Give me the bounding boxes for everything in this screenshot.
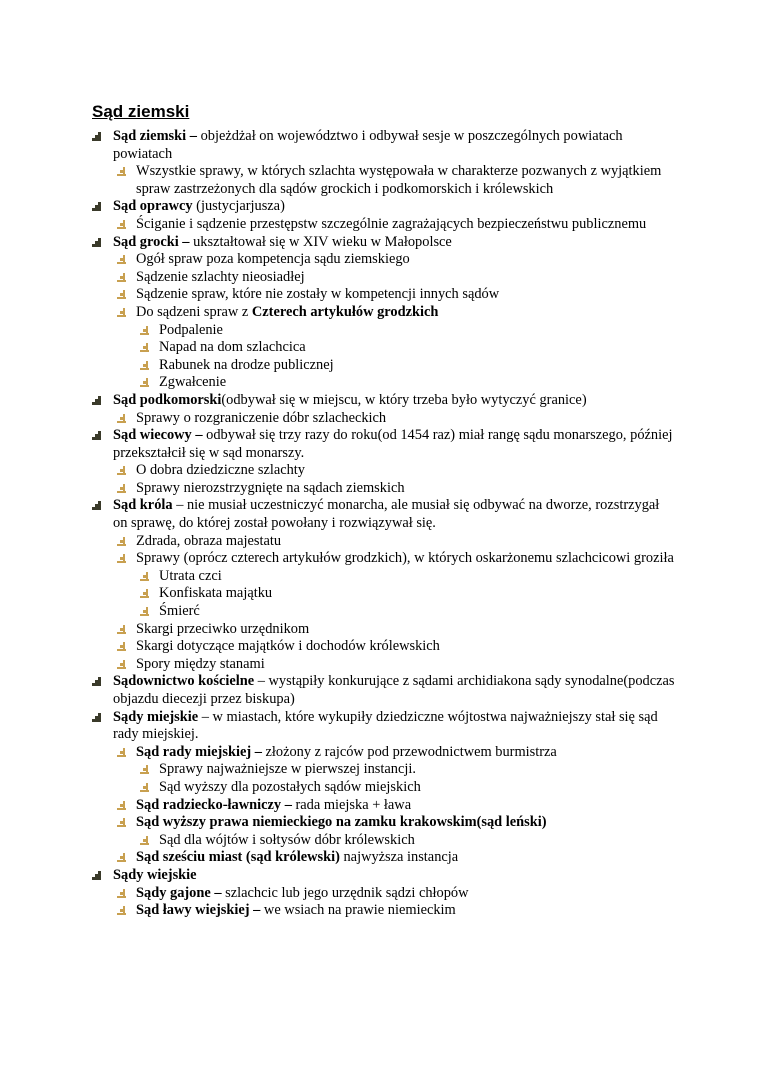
item-text: – w miastach, które wykupiły dziedziczne wójtostwa najważniejszy stał się sąd rady miejskiej. xyxy=(113,708,658,743)
outline-item-level-3 xyxy=(0,832,760,850)
corner-bullet-icon xyxy=(139,588,150,599)
outline-item-level-2 xyxy=(0,251,760,269)
item-bold-term: Czterech artykułów grodzkich xyxy=(251,303,439,320)
corner-bullet-icon xyxy=(116,413,127,424)
item-text: Podpalenie xyxy=(159,321,223,338)
corner-bullet-icon xyxy=(91,712,102,723)
corner-bullet-icon xyxy=(91,676,102,687)
corner-bullet-icon xyxy=(116,800,127,811)
corner-bullet-icon xyxy=(139,325,150,336)
item-text: Sprawy nierozstrzygnięte na sądach ziemskich xyxy=(136,479,405,496)
outline-item-level-2 xyxy=(0,480,760,498)
item-text: Zdrada, obraza majestatu xyxy=(136,532,282,549)
outline-item-level-1 xyxy=(0,497,760,532)
corner-bullet-icon xyxy=(91,500,102,511)
corner-bullet-icon xyxy=(116,536,127,547)
item-text: Do sądzeni spraw z xyxy=(136,303,252,320)
item-bold-term: Sąd podkomorski xyxy=(113,391,222,408)
outline-item-level-2 xyxy=(0,163,760,198)
outline-item-level-2 xyxy=(0,797,760,815)
corner-bullet-icon xyxy=(116,553,127,564)
corner-bullet-icon xyxy=(116,272,127,283)
corner-bullet-icon xyxy=(91,201,102,212)
item-text: Zgwałcenie xyxy=(159,374,227,391)
item-text: Utrata czci xyxy=(159,567,222,584)
corner-bullet-icon xyxy=(91,430,102,441)
item-text: Skargi dotyczące majątków i dochodów królewskich xyxy=(136,638,440,655)
item-text: Ogół spraw poza kompetencja sądu ziemskiego xyxy=(136,251,410,268)
outline-item-level-3 xyxy=(0,357,760,375)
outline-item-level-2 xyxy=(0,814,760,832)
item-text: Sprawy najważniejsze w pierwszej instancji. xyxy=(159,761,416,778)
corner-bullet-icon xyxy=(116,289,127,300)
outline-item-level-2 xyxy=(0,216,760,234)
item-bold-term: Sąd oprawcy xyxy=(113,198,193,215)
item-text: szlachcic lub jego urzędnik sądzi chłopów xyxy=(221,884,469,901)
outline-item-level-2 xyxy=(0,902,760,920)
item-bold-term: Sąd radziecko-ławniczy – xyxy=(136,796,292,813)
item-text: Skargi przeciwko urzędnikom xyxy=(136,620,310,637)
corner-bullet-icon xyxy=(139,360,150,371)
outline-item-level-2 xyxy=(0,550,760,568)
item-text: – nie musiał uczestniczyć monarcha, ale musiał się odbywać na dworze, rozstrzygał on sprawę, do której został powołany i rozwiązywał się. xyxy=(113,497,660,532)
outline-item-level-3 xyxy=(0,779,760,797)
corner-bullet-icon xyxy=(116,624,127,635)
item-bold-term: Sąd grocki – xyxy=(113,233,190,250)
corner-bullet-icon xyxy=(139,764,150,775)
item-text: Konfiskata majątku xyxy=(159,585,273,602)
corner-bullet-icon xyxy=(116,254,127,265)
corner-bullet-icon xyxy=(116,483,127,494)
item-bold-term: Sąd ławy wiejskiej – xyxy=(136,902,261,919)
outline-item-level-2 xyxy=(0,269,760,287)
outline-item-level-3 xyxy=(0,603,760,621)
corner-bullet-icon xyxy=(139,835,150,846)
item-bold-term: Sądy wiejskie xyxy=(113,866,197,883)
item-bold-term: Sąd wyższy prawa niemieckiego na zamku krakowskim(sąd leński) xyxy=(136,814,547,831)
item-text: Rabunek na drodze publicznej xyxy=(159,356,334,373)
corner-bullet-icon xyxy=(139,342,150,353)
corner-bullet-icon xyxy=(116,307,127,318)
corner-bullet-icon xyxy=(116,641,127,652)
item-text: ukształtował się w XIV wieku w Małopolsce xyxy=(189,233,452,250)
corner-bullet-icon xyxy=(91,870,102,881)
outline-item-level-2 xyxy=(0,304,760,322)
item-bold-term: Sądy gajone – xyxy=(136,884,222,901)
outline-item-level-1 xyxy=(0,198,760,216)
corner-bullet-icon xyxy=(116,888,127,899)
outline-item-level-1 xyxy=(0,234,760,252)
item-bold-term: Sąd ziemski – xyxy=(113,128,197,144)
item-text: rada miejska + ława xyxy=(291,796,412,813)
outline-item-level-2 xyxy=(0,286,760,304)
item-text: we wsiach na prawie niemieckim xyxy=(260,902,456,919)
corner-bullet-icon xyxy=(139,782,150,793)
outline-list xyxy=(0,128,760,920)
corner-bullet-icon xyxy=(116,659,127,670)
corner-bullet-icon xyxy=(116,747,127,758)
outline-item-level-2 xyxy=(0,656,760,674)
outline-item-level-1 xyxy=(0,427,760,462)
outline-item-level-3 xyxy=(0,322,760,340)
corner-bullet-icon xyxy=(116,905,127,916)
item-text: Sądzenie spraw, które nie zostały w kompetencji innych sądów xyxy=(136,286,500,303)
outline-item-level-3 xyxy=(0,761,760,779)
outline-item-level-2 xyxy=(0,621,760,639)
corner-bullet-icon xyxy=(116,852,127,863)
item-text: Śmierć xyxy=(159,603,200,620)
item-text: (odbywał się w miejscu, w który trzeba było wytyczyć granice) xyxy=(221,391,587,408)
page-title: Sąd ziemski xyxy=(92,102,190,121)
item-text: Napad na dom szlachcica xyxy=(159,339,306,356)
outline-item-level-3 xyxy=(0,374,760,392)
item-bold-term: Sądownictwo kościelne xyxy=(113,673,255,690)
corner-bullet-icon xyxy=(91,395,102,406)
outline-item-level-2 xyxy=(0,885,760,903)
outline-item-level-1 xyxy=(0,867,760,885)
item-bold-term: Sądy miejskie xyxy=(113,708,199,725)
outline-item-level-2 xyxy=(0,533,760,551)
item-text: złożony z rajców pod przewodnictwem burmistrza xyxy=(261,743,557,760)
outline-item-level-1 xyxy=(0,709,760,744)
corner-bullet-icon xyxy=(116,465,127,476)
corner-bullet-icon xyxy=(91,131,102,142)
item-text: O dobra dziedziczne szlachty xyxy=(136,462,306,479)
item-text: Sąd dla wójtów i sołtysów dóbr królewskich xyxy=(159,831,415,848)
item-text: Sąd wyższy dla pozostałych sądów miejskich xyxy=(159,778,421,795)
corner-bullet-icon xyxy=(116,219,127,230)
outline-item-level-2 xyxy=(0,638,760,656)
item-bold-term: Sąd króla xyxy=(113,497,173,514)
item-bold-term: Sąd rady miejskiej – xyxy=(136,743,262,760)
outline-item-level-3 xyxy=(0,339,760,357)
corner-bullet-icon xyxy=(139,606,150,617)
outline-item-level-3 xyxy=(0,585,760,603)
corner-bullet-icon xyxy=(116,166,127,177)
outline-item-level-2 xyxy=(0,849,760,867)
item-text: najwyższa instancja xyxy=(339,849,459,866)
outline-item-level-2 xyxy=(0,410,760,428)
item-text: Wszystkie sprawy, w których szlachta występowała w charakterze pozwanych z wyjątkiem spraw zastrzeżonych dla sądów grockich i podkomorskich i królewskich xyxy=(136,163,662,197)
corner-bullet-icon xyxy=(116,817,127,828)
outline-item-level-3 xyxy=(0,568,760,586)
corner-bullet-icon xyxy=(91,237,102,248)
item-text: Sprawy o rozgraniczenie dóbr szlacheckich xyxy=(136,409,387,426)
corner-bullet-icon xyxy=(139,377,150,388)
item-text: odbywał się trzy razy do roku(od 1454 raz) miał rangę sądu monarszego, później przekształcił się w sąd monarszy. xyxy=(113,427,673,461)
outline-item-level-2 xyxy=(0,744,760,762)
item-text: objeżdżał on województwo i odbywał sesje w poszczególnych powiatach powiatach xyxy=(113,128,623,162)
item-text: Ściganie i sądzenie przestępstw szczególnie zagrażających bezpieczeństwu publicznemu xyxy=(136,215,647,232)
item-text: Spory między stanami xyxy=(136,655,265,672)
item-text: – wystąpiły konkurujące z sądami archidiakona sądy synodalne(podczas objazdu diecezji przez biskupa) xyxy=(113,673,675,707)
item-text: (justycjarjusza) xyxy=(192,198,285,215)
outline-item-level-1 xyxy=(0,392,760,410)
item-bold-term: Sąd wiecowy – xyxy=(113,427,203,444)
item-text: Sprawy (oprócz czterech artykułów grodzkich), w których oskarżonemu szlachcicowi groziła xyxy=(136,550,674,567)
outline-item-level-1 xyxy=(0,673,760,708)
item-bold-term: Sąd sześciu miast (sąd królewski) xyxy=(136,849,340,866)
corner-bullet-icon xyxy=(139,571,150,582)
outline-item-level-2 xyxy=(0,462,760,480)
item-text: Sądzenie szlachty nieosiadłej xyxy=(136,268,305,285)
outline-item-level-1 xyxy=(0,128,760,163)
